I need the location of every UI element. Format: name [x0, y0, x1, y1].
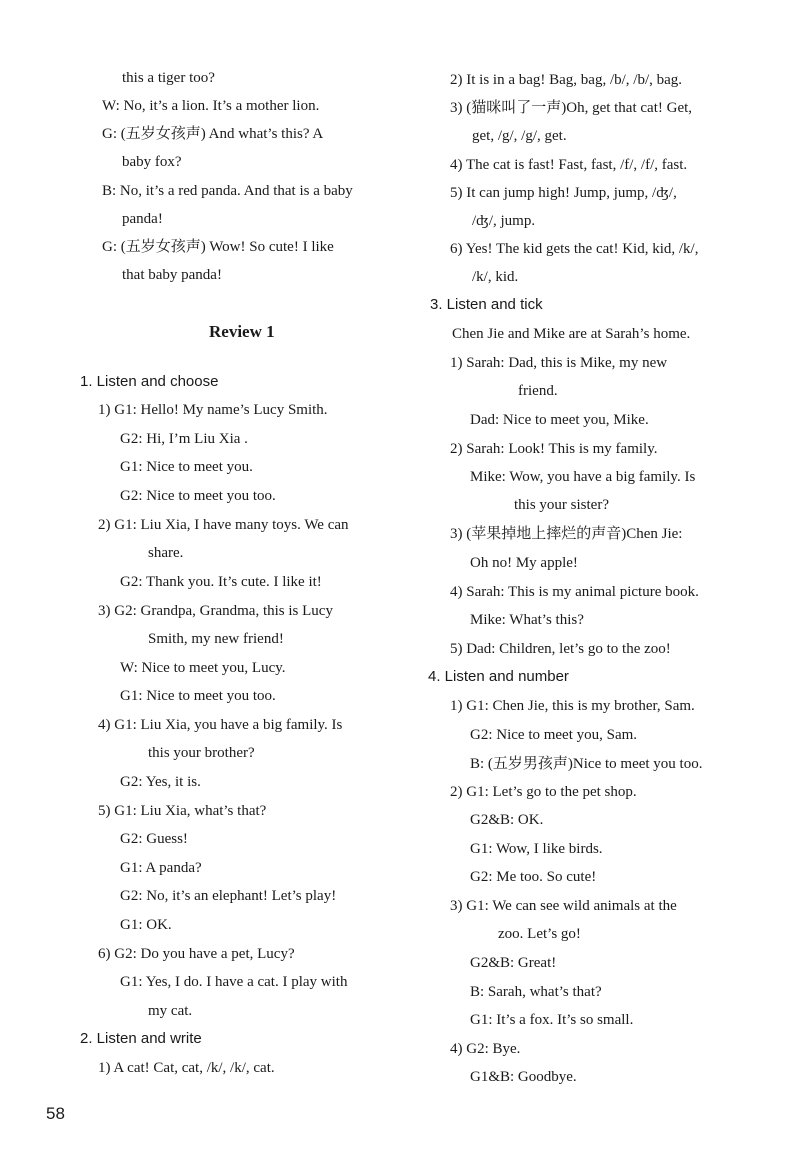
text-line: Mike: What’s this?	[470, 612, 584, 628]
text-line: G1: A panda?	[120, 860, 202, 876]
section-title: Review 1	[209, 322, 275, 341]
text-line: /k/, kid.	[472, 269, 519, 285]
text-line: 3) G2: Grandpa, Grandma, this is Lucy	[98, 603, 333, 619]
text-line: 2) Sarah: Look! This is my family.	[450, 441, 658, 457]
text-line: 2) G1: Liu Xia, I have many toys. We can	[98, 517, 349, 533]
text-line: G2: Nice to meet you, Sam.	[470, 727, 638, 743]
text-line: 4) G2: Bye.	[450, 1041, 521, 1057]
text-line: 5) Dad: Children, let’s go to the zoo!	[450, 641, 671, 657]
text-line: G1: Nice to meet you too.	[120, 688, 276, 704]
text-line: G: (五岁女孩声) And what’s this? A	[102, 126, 324, 142]
text-line: 1) A cat! Cat, cat, /k/, /k/, cat.	[98, 1060, 275, 1076]
text-line: G2: Thank you. It’s cute. I like it!	[120, 574, 322, 590]
text-line: G2: Yes, it is.	[120, 774, 201, 790]
text-line: get, /g/, /g/, get.	[472, 128, 567, 144]
text-line: G2&B: Great!	[470, 955, 557, 971]
text-line: G1: OK.	[120, 917, 172, 933]
text-line: panda!	[122, 211, 163, 227]
text-line: 1) G1: Hello! My name’s Lucy Smith.	[98, 402, 328, 418]
text-line: Oh no! My apple!	[470, 555, 578, 571]
text-line: G1: Wow, I like birds.	[470, 841, 603, 857]
section-heading: 3. Listen and tick	[430, 296, 543, 313]
text-line: 4) Sarah: This is my animal picture book.	[450, 584, 699, 600]
text-line: this your sister?	[514, 497, 609, 513]
text-line: G2: No, it’s an elephant! Let’s play!	[120, 888, 337, 904]
text-line: B: (五岁男孩声)Nice to meet you too.	[470, 756, 703, 772]
text-line: B: Sarah, what’s that?	[470, 984, 602, 1000]
text-line: 6) Yes! The kid gets the cat! Kid, kid, /k/,	[450, 241, 699, 257]
text-line: G1&B: Goodbye.	[470, 1069, 577, 1085]
text-line: Dad: Nice to meet you, Mike.	[470, 412, 649, 428]
text-line: G2: Nice to meet you too.	[120, 488, 276, 504]
text-line: 1) Sarah: Dad, this is Mike, my new	[450, 355, 668, 371]
text-line: baby fox?	[122, 154, 182, 170]
section-heading: 1. Listen and choose	[80, 373, 219, 390]
text-line: G1: Nice to meet you.	[120, 459, 253, 475]
text-line: Chen Jie and Mike are at Sarah’s home.	[452, 326, 691, 342]
text-line: 3) G1: We can see wild animals at the	[450, 898, 677, 914]
text-line: share.	[148, 545, 184, 561]
text-line: G2&B: OK.	[470, 812, 544, 828]
text-line: 4) G1: Liu Xia, you have a big family. Is	[98, 717, 343, 733]
text-line: 6) G2: Do you have a pet, Lucy?	[98, 946, 295, 962]
text-line: G2: Me too. So cute!	[470, 869, 597, 885]
text-line: 5) G1: Liu Xia, what’s that?	[98, 803, 267, 819]
text-line: 4) The cat is fast! Fast, fast, /f/, /f/, fast.	[450, 157, 688, 173]
text-line: G1: Yes, I do. I have a cat. I play with	[120, 974, 348, 990]
text-line: 3) (猫咪叫了一声)Oh, get that cat! Get,	[450, 100, 693, 116]
text-line: G1: It’s a fox. It’s so small.	[470, 1012, 634, 1028]
text-line: this your brother?	[148, 745, 255, 761]
section-heading: 2. Listen and write	[80, 1030, 202, 1047]
text-line: G: (五岁女孩声) Wow! So cute! I like	[102, 239, 334, 255]
text-line: B: No, it’s a red panda. And that is a baby	[102, 183, 353, 199]
text-line: zoo. Let’s go!	[498, 926, 581, 942]
text-line: this a tiger too?	[122, 70, 215, 86]
text-line: that baby panda!	[122, 267, 222, 283]
text-line: G2: Hi, I’m Liu Xia .	[120, 431, 248, 447]
text-line: W: Nice to meet you, Lucy.	[120, 660, 286, 676]
section-heading: 4. Listen and number	[428, 668, 569, 685]
text-line: 2) It is in a bag! Bag, bag, /b/, /b/, bag.	[450, 72, 683, 88]
page-number: 58	[46, 1104, 65, 1123]
text-line: W: No, it’s a lion. It’s a mother lion.	[102, 98, 320, 114]
text-line: my cat.	[148, 1003, 193, 1019]
text-line: 5) It can jump high! Jump, jump, /ʤ/,	[450, 185, 677, 201]
text-line: Mike: Wow, you have a big family. Is	[470, 469, 696, 485]
text-line: G2: Guess!	[120, 831, 188, 847]
text-line: 1) G1: Chen Jie, this is my brother, Sam.	[450, 698, 695, 714]
text-line: friend.	[518, 383, 558, 399]
text-line: 2) G1: Let’s go to the pet shop.	[450, 784, 637, 800]
text-line: /ʤ/, jump.	[472, 213, 536, 229]
text-line: Smith, my new friend!	[148, 631, 284, 647]
text-line: 3) (苹果掉地上摔烂的声音)Chen Jie:	[450, 526, 683, 542]
